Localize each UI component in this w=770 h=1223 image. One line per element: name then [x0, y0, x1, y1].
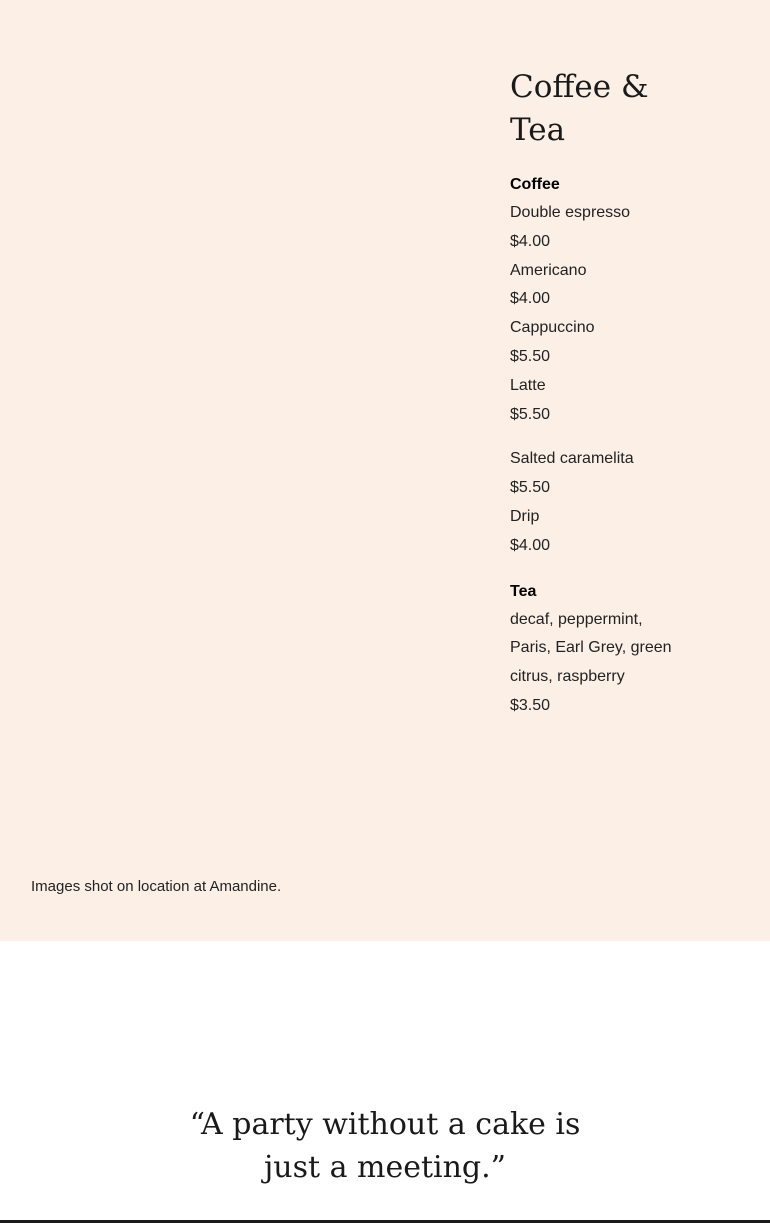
menu-item-price: $4.00	[510, 536, 551, 554]
quote-section	[0, 941, 770, 1221]
tea-heading: Tea	[510, 582, 537, 600]
menu-item-price: $5.50	[510, 347, 551, 365]
tea-description: decaf, peppermint, Paris, Earl Grey, green citrus, raspberry	[510, 610, 672, 686]
menu-item-name: Cappuccino	[510, 319, 595, 337]
menu-item-name: Double espresso	[510, 204, 631, 221]
menu-item-price: $5.50	[510, 479, 551, 497]
coffee-heading: Coffee	[510, 176, 560, 193]
menu-title: Coffee & Tea	[510, 69, 649, 148]
menu-item-price: $4.00	[510, 232, 551, 250]
quote-text: “A party without a cake is just a meeting.”	[189, 1107, 581, 1185]
image-credit: Images shot on location at Amandine.	[31, 878, 282, 895]
coffee-group-two	[510, 445, 710, 560]
tea-group	[510, 577, 710, 721]
menu-column	[510, 66, 710, 737]
menu-item-name: Salted caramelita	[510, 450, 634, 468]
testimonial-quote	[0, 1103, 770, 1189]
menu-item-price: $3.50	[510, 696, 551, 714]
menu-item-name: Latte	[510, 376, 546, 394]
menu-item-price: $4.00	[510, 290, 551, 308]
menu-item-name: Americano	[510, 261, 587, 279]
menu-item-name: Drip	[510, 507, 540, 525]
coffee-group-one	[510, 170, 710, 429]
menu-item-price: $5.50	[510, 405, 551, 423]
